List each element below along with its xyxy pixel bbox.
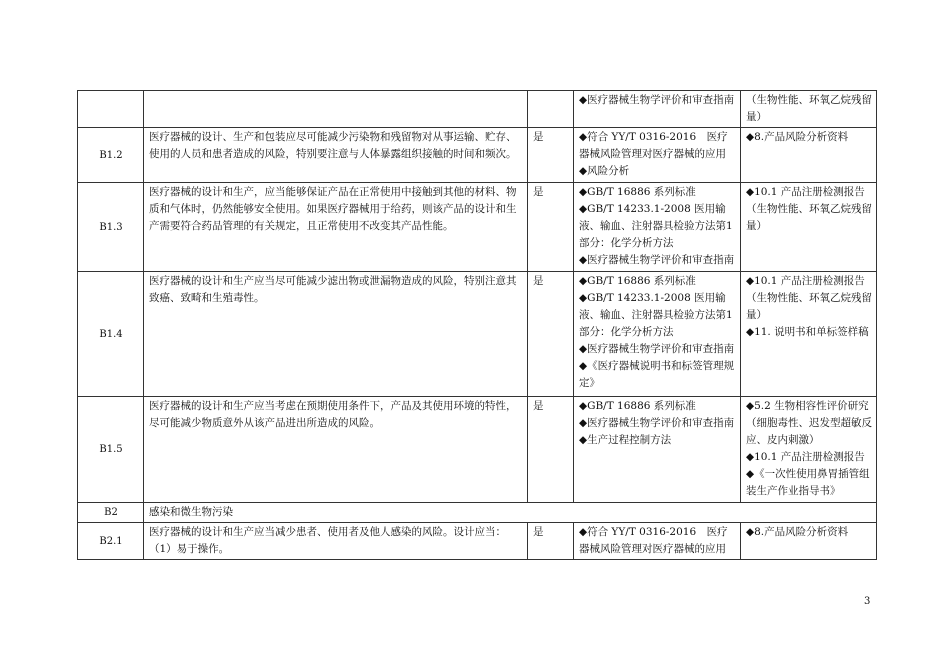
method-item: ◆GB/T 14233.1-2008 医用输液、输血、注射器具检验方法第1部分：化学分析方法 bbox=[579, 203, 733, 249]
evidence-item: ◆10.1 产品注册检测报告 bbox=[746, 275, 865, 287]
method-item: ◆生产过程控制方法 bbox=[579, 434, 672, 446]
method-item: ◆GB/T 16886 系列标准 bbox=[579, 186, 696, 198]
requirement-text: 医疗器械的设计和生产应当减少患者、使用者及他人感染的风险。设计应当： bbox=[149, 526, 506, 538]
methods-cell bbox=[574, 91, 741, 128]
requirement-text-cell bbox=[144, 523, 528, 560]
clause-code: B1.4 bbox=[78, 272, 144, 397]
method-item: ◆《医疗器械说明书和标签管理规定》 bbox=[579, 360, 735, 389]
table-row bbox=[78, 397, 877, 503]
requirement-text: 医疗器械的设计和生产应当考虑在预期使用条件下，产品及其使用环境的特性，尽可能减少物质意外从该产品进出所造成的风险。 bbox=[144, 397, 528, 503]
clause-code bbox=[78, 91, 144, 128]
methods-cell bbox=[574, 523, 741, 560]
section-row bbox=[78, 503, 877, 523]
evidence-cell bbox=[741, 91, 877, 128]
requirement-text: 医疗器械的设计、生产和包装应尽可能减少污染物和残留物对从事运输、贮存、使用的人员和患者造成的风险，特别要注意与人体暴露组织接触的时间和频次。 bbox=[144, 128, 528, 183]
evidence-item: ◆5.2 生物相容性评价研究（细胞毒性、迟发型超敏反应、皮内刺激） bbox=[746, 400, 872, 446]
evidence-item: ◆11. 说明书和单标签样稿 bbox=[746, 326, 869, 338]
method-item: ◆医疗器械生物学评价和审查指南 bbox=[579, 343, 735, 355]
method-item: ◆GB/T 14233.1-2008 医用输液、输血、注射器具检验方法第1部分：化学分析方法 bbox=[579, 292, 733, 338]
evidence-item: ◆8.产品风险分析资料 bbox=[746, 526, 849, 538]
requirements-table bbox=[77, 90, 877, 560]
evidence-item: ◆《一次性使用鼻胃插管组装生产作业指导书》 bbox=[746, 468, 870, 497]
applicable-cell: 是 bbox=[528, 128, 574, 183]
table-row bbox=[78, 183, 877, 272]
section-title: 感染和微生物污染 bbox=[144, 503, 877, 523]
method-item: ◆风险分析 bbox=[579, 165, 630, 177]
methods-cell bbox=[574, 183, 741, 272]
evidence-item: ◆8.产品风险分析资料 bbox=[746, 131, 849, 143]
method-item: ◆医疗器械生物学评价和审查指南 bbox=[579, 254, 735, 266]
requirement-subitem: （1）易于操作。 bbox=[149, 543, 230, 555]
clause-code: B2 bbox=[78, 503, 144, 523]
method-item: ◆医疗器械生物学评价和审查指南 bbox=[579, 417, 735, 429]
evidence-item: （生物性能、环氧乙烷残留量） bbox=[746, 203, 872, 232]
evidence-cell bbox=[741, 183, 877, 272]
evidence-item: ◆10.1 产品注册检测报告 bbox=[746, 451, 865, 463]
evidence-item: ◆10.1 产品注册检测报告 bbox=[746, 186, 865, 198]
applicable-cell: 是 bbox=[528, 272, 574, 397]
evidence-cell bbox=[741, 128, 877, 183]
methods-cell bbox=[574, 397, 741, 503]
applicable-cell bbox=[528, 91, 574, 128]
evidence-item: （生物性能、环氧乙烷残留量） bbox=[746, 94, 872, 123]
requirement-text: 医疗器械的设计和生产应当尽可能减少滤出物或泄漏物造成的风险，特别注意其致癌、致畸和生殖毒性。 bbox=[144, 272, 528, 397]
requirement-text: 医疗器械的设计和生产，应当能够保证产品在正常使用中接触到其他的材料、物质和气体时，仍然能够安全使用。如果医疗器械用于给药，则该产品的设计和生产需要符合药品管理的有关规定，且正常使用不改变其产品性能。 bbox=[144, 183, 528, 272]
applicable-cell: 是 bbox=[528, 523, 574, 560]
clause-code: B1.3 bbox=[78, 183, 144, 272]
evidence-item: （生物性能、环氧乙烷残留量） bbox=[746, 292, 872, 321]
evidence-cell bbox=[741, 523, 877, 560]
methods-cell bbox=[574, 272, 741, 397]
evidence-cell bbox=[741, 272, 877, 397]
method-item: ◆符合 YY/T 0316-2016 医疗器械风险管理对医疗器械的应用 bbox=[579, 526, 728, 555]
clause-code: B2.1 bbox=[78, 523, 144, 560]
applicable-cell: 是 bbox=[528, 397, 574, 503]
table-row bbox=[78, 128, 877, 183]
table-row bbox=[78, 91, 877, 128]
applicable-cell: 是 bbox=[528, 183, 574, 272]
method-item: ◆医疗器械生物学评价和审查指南 bbox=[579, 94, 735, 106]
table-row bbox=[78, 272, 877, 397]
method-item: ◆符合 YY/T 0316-2016 医疗器械风险管理对医疗器械的应用 bbox=[579, 131, 728, 160]
page-number: 3 bbox=[864, 596, 871, 607]
clause-code: B1.5 bbox=[78, 397, 144, 503]
requirement-text bbox=[144, 91, 528, 128]
methods-cell bbox=[574, 128, 741, 183]
method-item: ◆GB/T 16886 系列标准 bbox=[579, 400, 696, 412]
table-row bbox=[78, 523, 877, 560]
method-item: ◆GB/T 16886 系列标准 bbox=[579, 275, 696, 287]
evidence-cell bbox=[741, 397, 877, 503]
clause-code: B1.2 bbox=[78, 128, 144, 183]
